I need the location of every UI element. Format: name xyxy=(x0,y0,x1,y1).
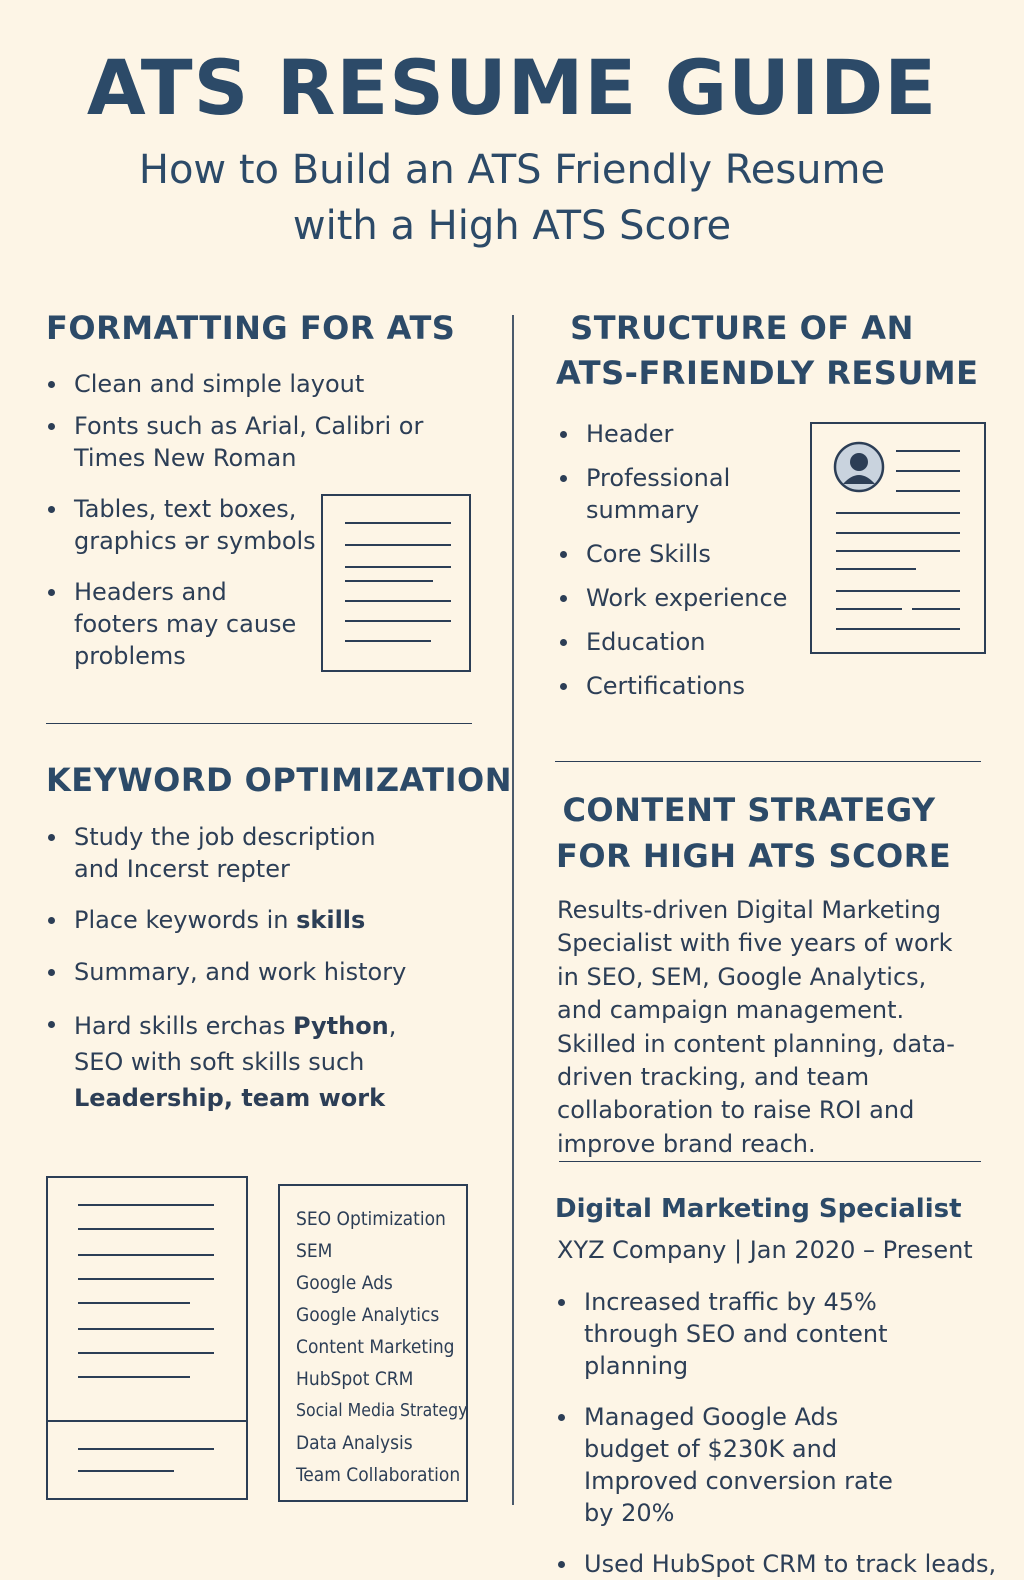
structure-heading-line-1: STRUCTURE OF AN xyxy=(570,309,914,347)
content-heading xyxy=(556,788,952,878)
job-title: Digital Marketing Specialist xyxy=(555,1194,962,1224)
section-divider xyxy=(559,1161,981,1162)
skill-keyword: Social Media Strategy xyxy=(296,1401,468,1421)
skill-keyword: SEO Optimization xyxy=(296,1208,446,1230)
content-heading-line-1: CONTENT STRATEGY xyxy=(562,791,936,829)
list-item: Clean and simple layout xyxy=(46,368,376,400)
list-item: Core Skills xyxy=(558,538,798,570)
skill-keyword: Data Analysis xyxy=(296,1432,413,1454)
skill-keyword: Content Marketing xyxy=(296,1336,455,1358)
section-divider xyxy=(555,761,981,762)
skill-keyword: Team Collaboration xyxy=(296,1464,461,1486)
list-item: Tables, text boxes, graphics ər symbols xyxy=(46,493,316,557)
formatting-list xyxy=(46,368,424,672)
structure-list xyxy=(558,418,798,702)
experience-list xyxy=(556,1286,997,1580)
keywords-list xyxy=(46,821,466,1116)
skill-keyword: Google Analytics xyxy=(296,1304,440,1326)
company-dates: XYZ Company | Jan 2020 – Present xyxy=(557,1236,973,1264)
list-item: Certifications xyxy=(558,670,798,702)
subtitle-line-1: How to Build an ATS Friendly Resume xyxy=(138,147,886,193)
list-item: Work experience xyxy=(558,582,798,614)
list-item: Fonts such as Arial, Calibri or Times New Roman xyxy=(46,410,446,474)
column-divider xyxy=(512,315,514,1505)
document-icon xyxy=(321,494,471,672)
skill-keyword: SEM xyxy=(296,1240,333,1262)
list-item: Education xyxy=(558,626,798,658)
keywords-heading: KEYWORD OPTIMIZATION xyxy=(46,761,513,799)
formatting-heading: FORMATTING FOR ATS xyxy=(46,309,456,347)
list-item: Header xyxy=(558,418,798,450)
list-item: Managed Google Ads budget of $230K and Improved conversion rate by 20% xyxy=(556,1401,916,1529)
section-divider xyxy=(46,723,472,724)
list-item: Increased traffic by 45% through SEO and content planning xyxy=(556,1286,976,1382)
page-subtitle xyxy=(0,142,1024,254)
structure-heading xyxy=(556,306,979,395)
list-item: Headers and footers may cause problems xyxy=(46,576,306,672)
list-item: Summary, and work history xyxy=(46,956,466,988)
resume-document-icon xyxy=(46,1176,248,1500)
list-item: Hard skills erchas Python, SEO with soft skills such Leadership, team work xyxy=(46,1008,406,1116)
page-title: ATS RESUME GUIDE xyxy=(86,43,938,132)
list-item: Used HubSpot CRM to track leads, xyxy=(556,1548,986,1580)
avatar-icon xyxy=(832,440,886,494)
skill-keyword: Google Ads xyxy=(296,1272,393,1294)
list-item: Study the job description and Incerst repter xyxy=(46,821,386,885)
list-item: Professional summary xyxy=(558,462,758,526)
resume-avatar-icon xyxy=(810,422,986,654)
structure-heading-line-2: ATS-FRIENDLY RESUME xyxy=(556,354,979,392)
skills-keyword-box xyxy=(278,1184,468,1502)
summary-paragraph: Results-driven Digital Marketing Specialist with five years of work in SEO, SEM, Google Analytics, and campaign management. Skilled in content planning, data-driven tracking, and team collaboration to raise ROI and improve brand reach. xyxy=(557,896,955,1158)
content-heading-line-2: FOR HIGH ATS SCORE xyxy=(556,837,952,875)
list-item: Place keywords in skills xyxy=(46,904,466,936)
skill-keyword: HubSpot CRM xyxy=(296,1368,414,1390)
subtitle-line-2: with a High ATS Score xyxy=(292,203,732,249)
